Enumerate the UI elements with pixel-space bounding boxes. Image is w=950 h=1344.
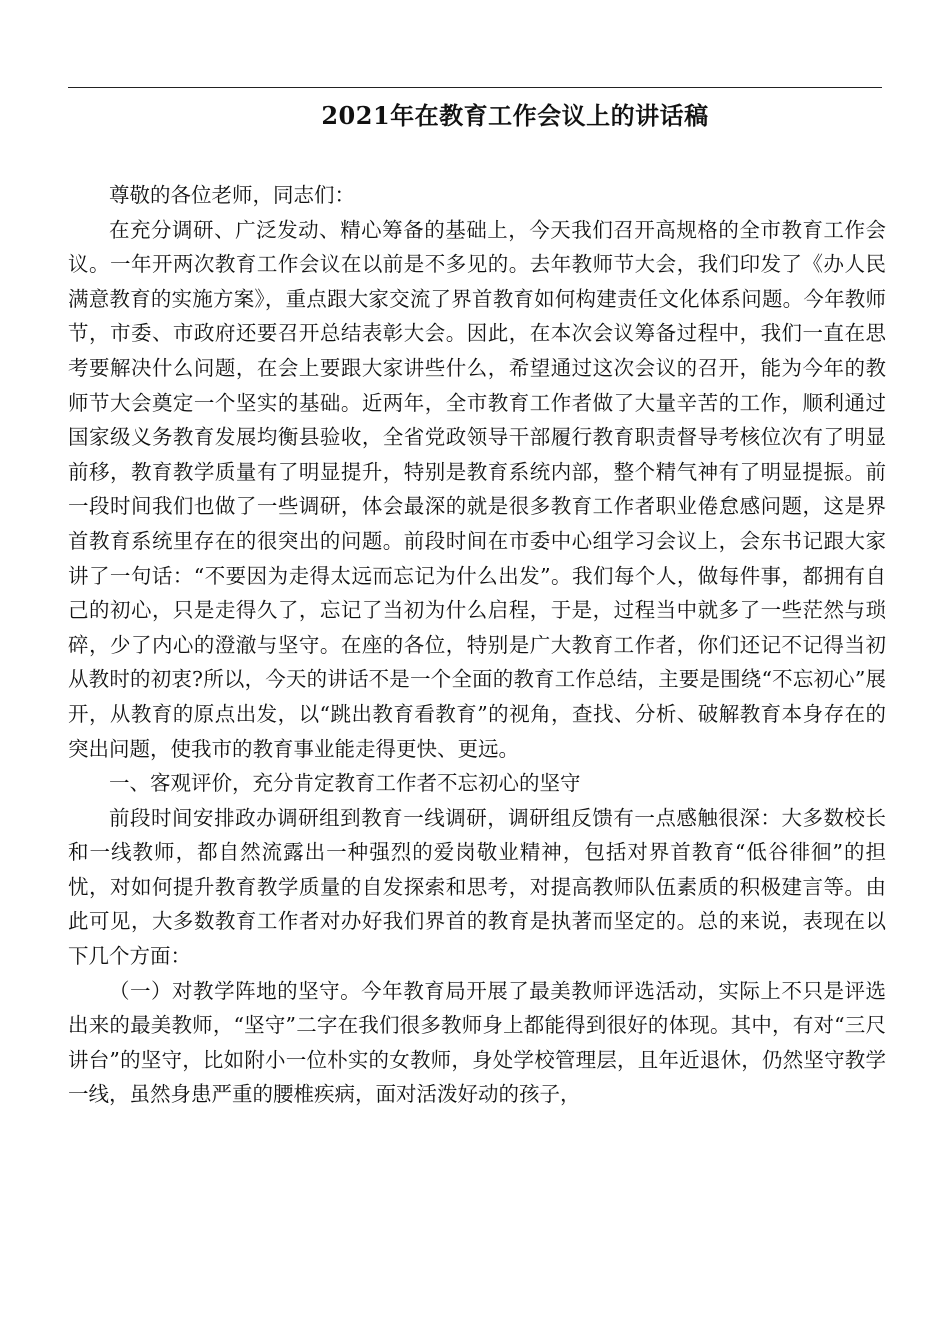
body-paragraph: （一）对教学阵地的坚守。今年教育局开展了最美教师评选活动，实际上不只是评选出来的最美教师，“坚守”二字在我们很多教师身上都能得到很好的体现。其中，有对“三尺讲台”的坚守，比如附小一位朴实的女教师，身处学校管理层，且年近退休，仍然坚守教学一线，虽然身患严重的腰椎疾病，面对活泼好动的孩子，	[68, 978, 886, 1107]
document-body	[68, 178, 886, 1112]
body-paragraph: 前段时间安排政办调研组到教育一线调研，调研组反馈有一点感触很深：大多数校长和一线教师，都自然流露出一种强烈的爱岗敬业精神，包括对界首教育“低谷徘徊”的担忧，对如何提升教育教学质量的自发探索和思考，对提高教师队伍素质的积极建言等。由此可见，大多数教育工作者对办好我们界首的教育是执著而坚定的。总的来说，表现在以下几个方面：	[68, 805, 886, 969]
header-rule	[68, 87, 882, 88]
document-title: 2021年在教育工作会议上的讲话稿	[321, 101, 709, 130]
salutation-paragraph: 尊敬的各位老师，同志们：	[109, 183, 355, 207]
body-paragraph: 在充分调研、广泛发动、精心筹备的基础上，今天我们召开高规格的全市教育工作会议。一年开两次教育工作会议在以前是不多见的。去年教师节大会，我们印发了《办人民满意教育的实施方案》，重点跟大家交流了界首教育如何构建责任文化体系问题。今年教师节，市委、市政府还要召开总结表彰大会。因此，在本次会议筹备过程中，我们一直在思考要解决什么问题，在会上要跟大家讲些什么，希望通过这次会议的召开，能为今年的教师节大会奠定一个坚实的基础。近两年，全市教育工作者做了大量辛苦的工作，顺利通过国家级义务教育发展均衡县验收，全省党政领导干部履行教育职责督导考核位次有了明显前移，教育教学质量有了明显提升，特别是教育系统内部，整个精气神有了明显提振。前一段时间我们也做了一些调研，体会最深的就是很多教育工作者职业倦怠感问题，这是界首教育系统里存在的很突出的问题。前段时间在市委中心组学习会议上，会东书记跟大家讲了一句话：“不要因为走得太远而忘记为什么出发”。我们每个人，做每件事，都拥有自己的初心，只是走得久了，忘记了当初为什么启程，于是，过程当中就多了一些茫然与琐碎，少了内心的澄澈与坚守。在座的各位，特别是广大教育工作者，你们还记不记得当初从教时的初衷?所以，今天的讲话不是一个全面的教育工作总结，主要是围绕“不忘初心”展开，从教育的原点出发，以“跳出教育看教育”的视角，查找、分析、破解教育本身存在的突出问题，使我市的教育事业能走得更快、更远。	[68, 217, 886, 761]
section-heading: 一、客观评价，充分肯定教育工作者不忘初心的坚守	[109, 771, 581, 796]
